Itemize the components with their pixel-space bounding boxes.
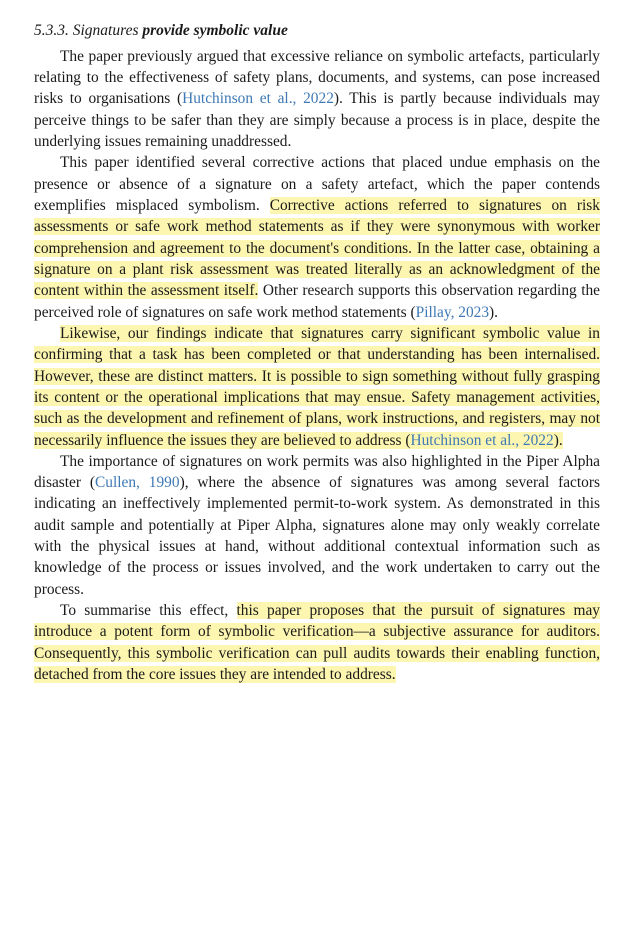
section-title-plain: Signatures: [72, 22, 143, 39]
p4-text-b: ), where the absence of signatures was among several factors indicating an ineffectively implemented permit-to-work system. As demonstrated in this audit sample and potentially at Piper Alpha, signatures alone may only weakly correlate with the physical issues at hand, without additional contextual information such as knowledge of the process or issues involved, and the work undertaken to carry out the process.: [34, 474, 600, 598]
p3-text-a: Likewise,: [60, 324, 128, 342]
p4-text-a: The importance of signatures on work permits was also highlighted in the Piper Alpha disaster (: [34, 452, 600, 492]
p1-text-b: ). This is partly because individuals may perceive things to be safer than they are simply because a process is in place, despite the underlying issues remaining unaddressed.: [34, 90, 600, 150]
citation-hutchinson-2022-second[interactable]: Hutchinson et al., 2022: [410, 431, 554, 449]
p2-text-b: Other research supports this observation regarding the perceived role of signatures on safe work method statements (: [34, 282, 601, 321]
p2-text-a: This paper identified several corrective actions that placed undue emphasis on the presence or absence of a signature on a safety artefact, which the paper contends exemplifies misplaced symbolism.: [34, 154, 600, 214]
section-heading: [34, 22, 600, 41]
p5-text-a: To summarise this effect,: [60, 602, 237, 620]
section-title-emphasis: provide symbolic value: [142, 22, 288, 39]
p1-text-a: The paper previously argued that excessive reliance on symbolic artefacts, particularly relating to the effectiveness of safety plans, documents, and systems, can pose increased risks to organisations (: [34, 47, 600, 108]
paragraph-4: [34, 451, 600, 600]
paragraph-3: [34, 323, 600, 451]
citation-cullen-1990[interactable]: Cullen, 1990: [95, 474, 180, 492]
citation-hutchinson-2022[interactable]: Hutchinson et al., 2022: [182, 90, 334, 108]
paragraph-2: [34, 152, 600, 323]
paragraph-1: [34, 46, 600, 153]
p5-highlight-a: this paper proposes that the pursuit of signatures may introduce a potent form of symbolic verification—a subjective assurance for auditors. Consequently, this symbolic verification can pull audits towards their enabling function, detached from the core issues they are intended to address.: [34, 602, 600, 684]
p3-highlight-a: our findings indicate that signatures carry significant symbolic value in confirming that a task has been completed or that understanding has been internalised. However, these are distinct matters. It is possible to sign something without fully grasping its content or the operational implications that may ensue. Safety management activities, such as the development and refinement of plans, work instructions, and registers, may not necessarily influence the issues they are believed to address (: [34, 324, 600, 449]
section-number: 5.3.3.: [34, 22, 69, 39]
p2-highlight-a: Corrective actions referred to signatures on risk assessments or safe work method statements as if they were synonymous with worker comprehension and agreement to the document's conditions. In the latter case, obtaining a signature on a plant risk assessment was treated literally as an acknowledgment of the content within the assessment itself.: [34, 196, 600, 300]
citation-pillay-2023[interactable]: Pillay, 2023: [415, 303, 490, 321]
p3-highlight-b: ).: [553, 431, 563, 449]
p2-text-c: ).: [489, 303, 499, 321]
paragraph-5: [34, 600, 600, 685]
